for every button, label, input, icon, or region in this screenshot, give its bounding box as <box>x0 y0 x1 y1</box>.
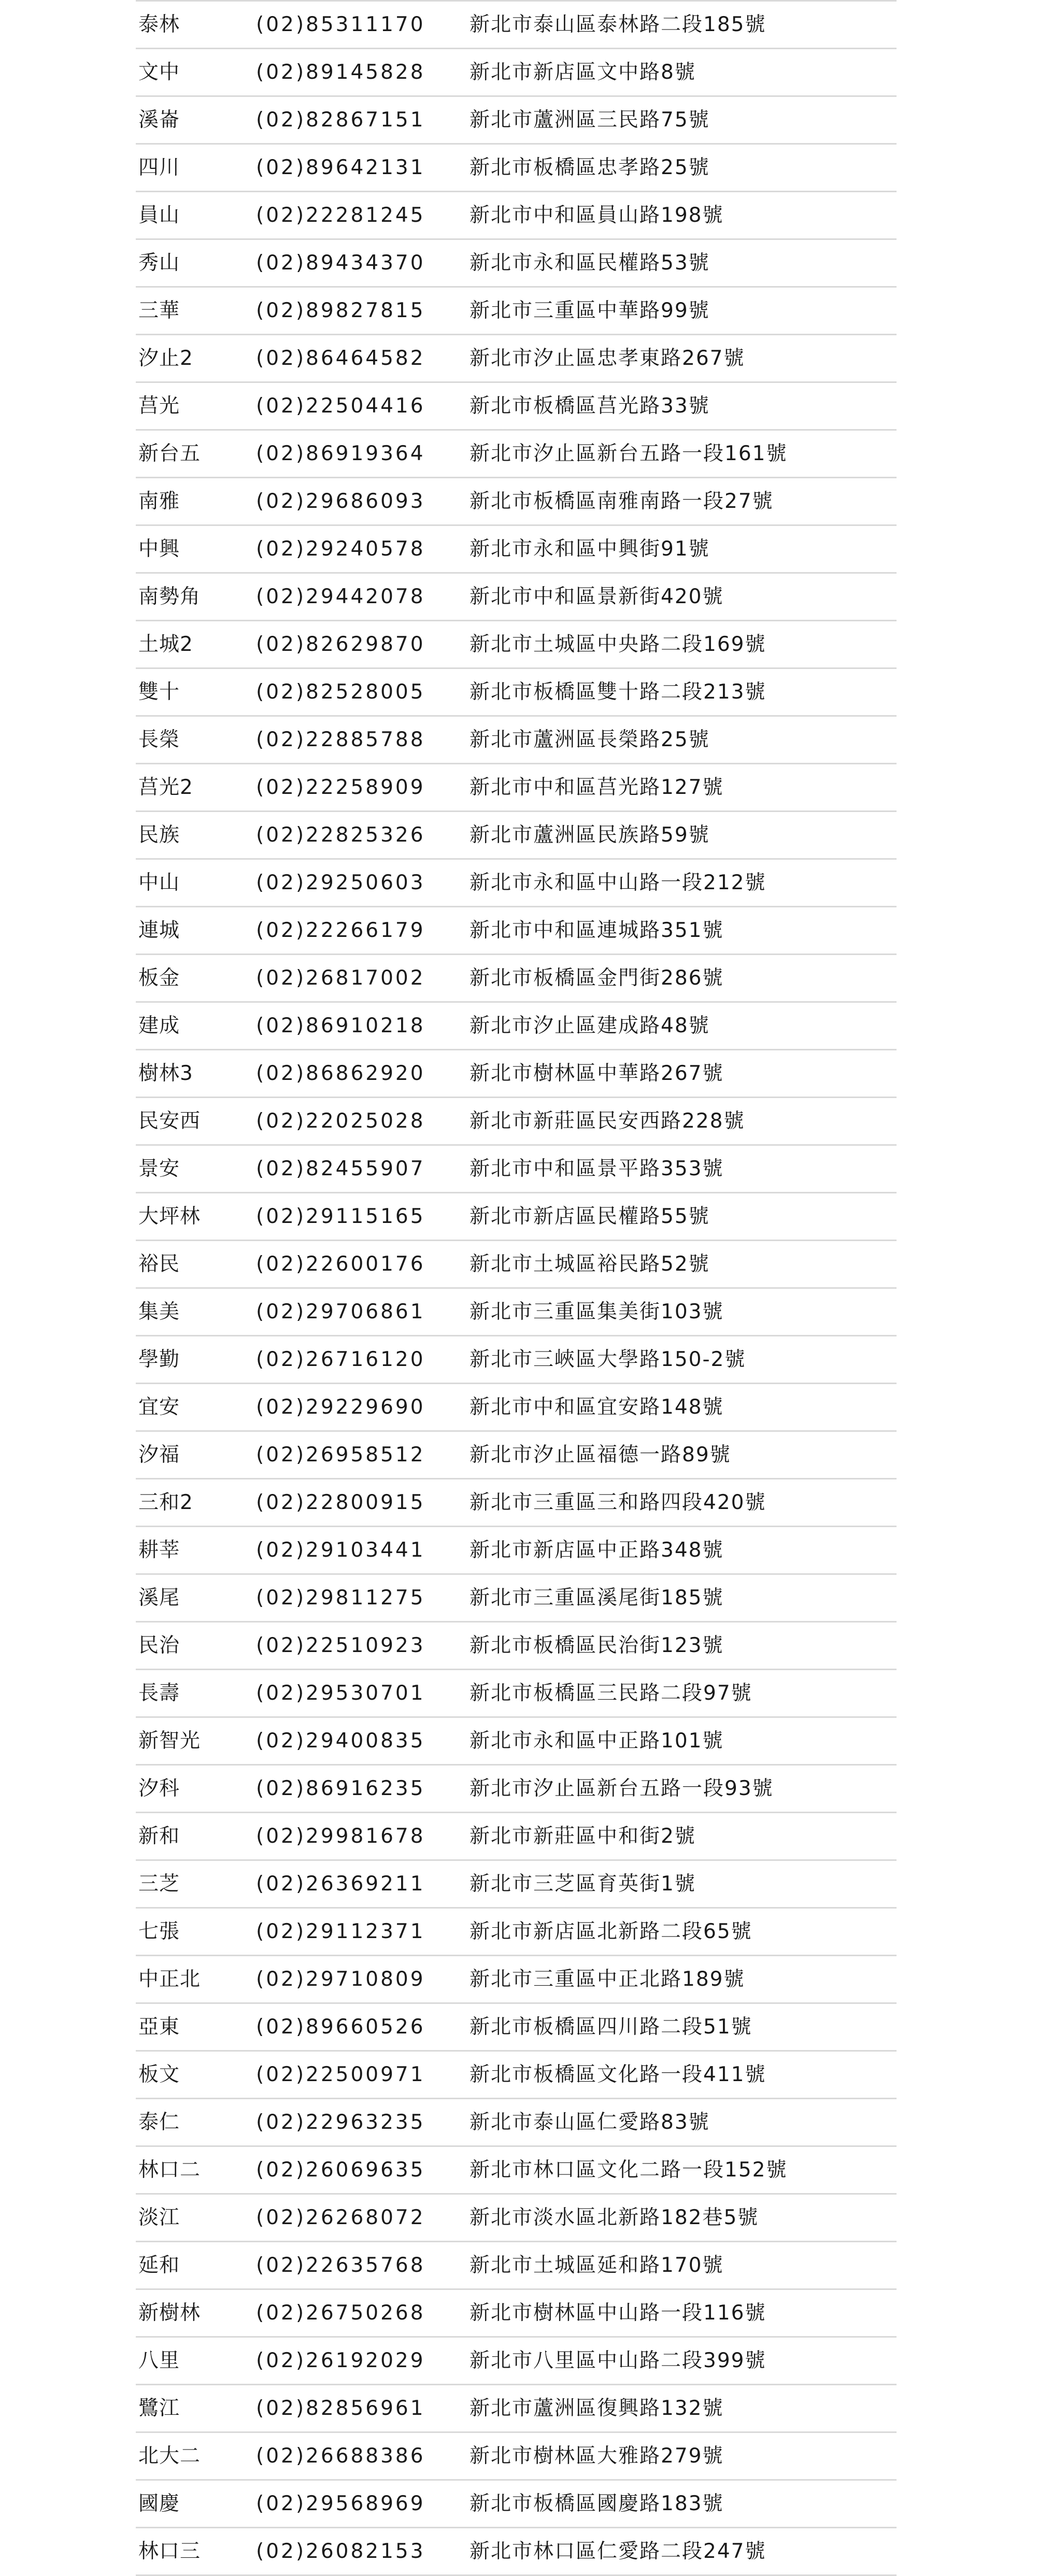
store-phone: (02)29103441 <box>256 1539 425 1562</box>
table-row <box>136 145 897 192</box>
store-name: 林口二 <box>138 2158 201 2182</box>
store-address: 新北市中和區景新街420號 <box>470 585 724 608</box>
store-rows <box>136 2 897 2576</box>
store-address: 新北市中和區連城路351號 <box>470 919 724 942</box>
store-name: 宜安 <box>138 1396 180 1419</box>
store-address: 新北市三重區溪尾街185號 <box>470 1586 724 1610</box>
store-phone: (02)22963235 <box>256 2111 425 2134</box>
store-address: 新北市三芝區育英街1號 <box>470 1872 696 1896</box>
store-phone: (02)29706861 <box>256 1300 425 1323</box>
store-phone: (02)29115165 <box>256 1205 425 1228</box>
store-phone: (02)29530701 <box>256 1682 425 1705</box>
store-phone: (02)22510923 <box>256 1634 425 1657</box>
store-name: 三和2 <box>138 1491 193 1514</box>
store-phone: (02)26069635 <box>256 2158 425 2182</box>
store-address: 新北市板橋區國慶路183號 <box>470 2492 724 2515</box>
table-row <box>136 1718 897 1766</box>
store-phone: (02)29710809 <box>256 1968 425 1991</box>
table-row <box>136 1432 897 1479</box>
store-address: 新北市永和區中山路一段212號 <box>470 871 766 894</box>
store-phone: (02)82867151 <box>256 108 425 132</box>
table-row <box>136 1527 897 1575</box>
store-phone: (02)22266179 <box>256 919 425 942</box>
store-address: 新北市板橋區四川路二段51號 <box>470 2015 752 2039</box>
store-name: 景安 <box>138 1157 180 1180</box>
store-address: 新北市汐止區新台五路一段93號 <box>470 1777 774 1800</box>
store-address: 新北市三重區中華路99號 <box>470 299 710 322</box>
store-phone: (02)86464582 <box>256 347 425 370</box>
store-name: 亞東 <box>138 2015 180 2039</box>
store-name: 鷺江 <box>138 2397 180 2420</box>
store-phone: (02)22600176 <box>256 1253 425 1276</box>
store-address: 新北市板橋區文化路一段411號 <box>470 2063 766 2086</box>
table-row <box>136 860 897 907</box>
store-phone: (02)22500971 <box>256 2063 425 2086</box>
store-name: 新和 <box>138 1825 180 1848</box>
store-address: 新北市中和區景平路353號 <box>470 1157 724 1180</box>
store-phone: (02)29686093 <box>256 490 425 513</box>
store-name: 土城2 <box>138 633 193 656</box>
table-row <box>136 240 897 288</box>
store-address: 新北市新店區文中路8號 <box>470 61 696 84</box>
store-address: 新北市中和區員山路198號 <box>470 204 724 227</box>
store-name: 莒光 <box>138 394 180 418</box>
table-row <box>136 812 897 860</box>
store-address: 新北市板橋區雙十路二段213號 <box>470 680 766 704</box>
store-address: 新北市土城區裕民路52號 <box>470 1253 710 1276</box>
store-address: 新北市板橋區莒光路33號 <box>470 394 710 418</box>
store-phone: (02)26688386 <box>256 2444 425 2468</box>
store-name: 建成 <box>138 1014 180 1037</box>
store-address: 新北市新莊區民安西路228號 <box>470 1109 745 1133</box>
table-row <box>136 2290 897 2338</box>
store-address: 新北市三重區三和路四段420號 <box>470 1491 766 1514</box>
store-name: 秀山 <box>138 251 180 275</box>
store-name: 南雅 <box>138 490 180 513</box>
table-row <box>136 2052 897 2099</box>
table-row <box>136 717 897 764</box>
store-phone: (02)85311170 <box>256 13 425 36</box>
store-name: 文中 <box>138 61 180 84</box>
store-name: 大坪林 <box>138 1205 201 1228</box>
store-address: 新北市板橋區金門街286號 <box>470 966 724 990</box>
store-phone: (02)89145828 <box>256 61 425 84</box>
store-phone: (02)26716120 <box>256 1348 425 1371</box>
table-row <box>136 1050 897 1098</box>
store-address: 新北市蘆洲區復興路132號 <box>470 2397 724 2420</box>
table-row <box>136 2338 897 2385</box>
store-name: 新樹林 <box>138 2301 201 2325</box>
table-row <box>136 1479 897 1527</box>
store-phone: (02)86919364 <box>256 442 425 465</box>
table-row <box>136 2385 897 2433</box>
store-address: 新北市汐止區新台五路一段161號 <box>470 442 788 465</box>
store-address: 新北市永和區中正路101號 <box>470 1729 724 1753</box>
store-phone: (02)29250603 <box>256 871 425 894</box>
store-name: 裕民 <box>138 1253 180 1276</box>
store-phone: (02)89827815 <box>256 299 425 322</box>
table-row <box>136 764 897 812</box>
store-phone: (02)26268072 <box>256 2206 425 2229</box>
store-phone: (02)29981678 <box>256 1825 425 1848</box>
table-row <box>136 2242 897 2290</box>
store-address: 新北市樹林區中華路267號 <box>470 1062 724 1085</box>
store-address: 新北市蘆洲區長榮路25號 <box>470 728 710 751</box>
table-row <box>136 907 897 955</box>
store-phone: (02)89660526 <box>256 2015 425 2039</box>
store-phone: (02)82455907 <box>256 1157 425 1180</box>
store-name: 板文 <box>138 2063 180 2086</box>
table-row <box>136 574 897 621</box>
table-row <box>136 1766 897 1813</box>
table-row <box>136 1861 897 1909</box>
store-name: 三華 <box>138 299 180 322</box>
store-address: 新北市蘆洲區三民路75號 <box>470 108 710 132</box>
store-name: 長壽 <box>138 1682 180 1705</box>
store-phone: (02)26369211 <box>256 1872 425 1896</box>
table-row <box>136 1575 897 1623</box>
store-name: 七張 <box>138 1920 180 1943</box>
store-address: 新北市八里區中山路二段399號 <box>470 2349 766 2372</box>
table-row <box>136 288 897 335</box>
table-row <box>136 526 897 574</box>
table-row <box>136 478 897 526</box>
table-row <box>136 1003 897 1050</box>
store-name: 民安西 <box>138 1109 201 1133</box>
table-row <box>136 97 897 145</box>
store-address: 新北市土城區中央路二段169號 <box>470 633 766 656</box>
store-phone: (02)22885788 <box>256 728 425 751</box>
store-name: 泰仁 <box>138 2111 180 2134</box>
table-row <box>136 2004 897 2052</box>
store-phone: (02)26082153 <box>256 2540 425 2563</box>
store-address: 新北市永和區民權路53號 <box>470 251 710 275</box>
store-name: 長榮 <box>138 728 180 751</box>
store-phone: (02)22504416 <box>256 394 425 418</box>
store-phone: (02)86862920 <box>256 1062 425 1085</box>
store-name: 板金 <box>138 966 180 990</box>
store-name: 員山 <box>138 204 180 227</box>
table-row <box>136 1146 897 1193</box>
table-row <box>136 1384 897 1432</box>
store-phone: (02)29240578 <box>256 537 425 561</box>
table-row <box>136 335 897 383</box>
store-address: 新北市樹林區中山路一段116號 <box>470 2301 766 2325</box>
store-phone: (02)29811275 <box>256 1586 425 1610</box>
table-row <box>136 1098 897 1146</box>
store-phone: (02)22635768 <box>256 2254 425 2277</box>
store-address: 新北市板橋區忠孝路25號 <box>470 156 710 179</box>
store-address: 新北市汐止區福德一路89號 <box>470 1443 731 1467</box>
store-name: 中正北 <box>138 1968 201 1991</box>
table-row <box>136 1241 897 1289</box>
store-table <box>136 0 897 2576</box>
store-address: 新北市泰山區仁愛路83號 <box>470 2111 710 2134</box>
table-row <box>136 669 897 717</box>
store-name: 汐福 <box>138 1443 180 1467</box>
table-row <box>136 2099 897 2147</box>
store-name: 溪崙 <box>138 108 180 132</box>
store-name: 耕莘 <box>138 1539 180 1562</box>
table-row <box>136 2433 897 2481</box>
store-name: 淡江 <box>138 2206 180 2229</box>
store-name: 新台五 <box>138 442 201 465</box>
store-phone: (02)22825326 <box>256 823 425 847</box>
store-phone: (02)26817002 <box>256 966 425 990</box>
store-name: 雙十 <box>138 680 180 704</box>
store-address: 新北市三重區集美街103號 <box>470 1300 724 1323</box>
store-name: 溪尾 <box>138 1586 180 1610</box>
store-phone: (02)22025028 <box>256 1109 425 1133</box>
table-row <box>136 1193 897 1241</box>
table-row <box>136 383 897 431</box>
store-name: 四川 <box>138 156 180 179</box>
store-address: 新北市泰山區泰林路二段185號 <box>470 13 766 36</box>
store-phone: (02)82528005 <box>256 680 425 704</box>
table-row <box>136 955 897 1003</box>
store-address: 新北市三重區中正北路189號 <box>470 1968 745 1991</box>
store-address: 新北市中和區莒光路127號 <box>470 776 724 799</box>
store-phone: (02)22258909 <box>256 776 425 799</box>
store-phone: (02)26750268 <box>256 2301 425 2325</box>
store-address: 新北市板橋區民治街123號 <box>470 1634 724 1657</box>
store-name: 中興 <box>138 537 180 561</box>
store-phone: (02)29400835 <box>256 1729 425 1753</box>
store-name: 南勢角 <box>138 585 201 608</box>
store-address: 新北市林口區仁愛路二段247號 <box>470 2540 766 2563</box>
store-name: 北大二 <box>138 2444 201 2468</box>
store-name: 民族 <box>138 823 180 847</box>
store-address: 新北市新店區中正路348號 <box>470 1539 724 1562</box>
store-name: 集美 <box>138 1300 180 1323</box>
store-address: 新北市永和區中興街91號 <box>470 537 710 561</box>
store-address: 新北市汐止區忠孝東路267號 <box>470 347 745 370</box>
table-row <box>136 2528 897 2576</box>
store-name: 中山 <box>138 871 180 894</box>
store-address: 新北市蘆洲區民族路59號 <box>470 823 710 847</box>
store-address: 新北市新莊區中和街2號 <box>470 1825 696 1848</box>
table-row <box>136 1956 897 2004</box>
store-phone: (02)86916235 <box>256 1777 425 1800</box>
table-row <box>136 1336 897 1384</box>
table-row <box>136 2481 897 2528</box>
table-row <box>136 1813 897 1861</box>
store-address: 新北市土城區延和路170號 <box>470 2254 724 2277</box>
store-phone: (02)22281245 <box>256 204 425 227</box>
store-name: 莒光2 <box>138 776 193 799</box>
store-name: 學勤 <box>138 1348 180 1371</box>
store-phone: (02)89642131 <box>256 156 425 179</box>
store-name: 連城 <box>138 919 180 942</box>
store-phone: (02)82629870 <box>256 633 425 656</box>
store-phone: (02)26958512 <box>256 1443 425 1467</box>
store-phone: (02)29112371 <box>256 1920 425 1943</box>
store-name: 汐止2 <box>138 347 193 370</box>
table-row <box>136 621 897 669</box>
store-address: 新北市板橋區南雅南路一段27號 <box>470 490 774 513</box>
store-name: 林口三 <box>138 2540 201 2563</box>
store-name: 泰林 <box>138 13 180 36</box>
table-row <box>136 1670 897 1718</box>
store-phone: (02)26192029 <box>256 2349 425 2372</box>
store-name: 延和 <box>138 2254 180 2277</box>
store-address: 新北市新店區北新路二段65號 <box>470 1920 752 1943</box>
table-row <box>136 431 897 478</box>
store-phone: (02)22800915 <box>256 1491 425 1514</box>
store-phone: (02)86910218 <box>256 1014 425 1037</box>
store-name: 國慶 <box>138 2492 180 2515</box>
store-phone: (02)82856961 <box>256 2397 425 2420</box>
table-row <box>136 2195 897 2242</box>
store-address: 新北市中和區宜安路148號 <box>470 1396 724 1419</box>
store-name: 三芝 <box>138 1872 180 1896</box>
store-name: 汐科 <box>138 1777 180 1800</box>
store-phone: (02)29229690 <box>256 1396 425 1419</box>
store-address: 新北市淡水區北新路182巷5號 <box>470 2206 759 2229</box>
store-phone: (02)89434370 <box>256 251 425 275</box>
store-phone: (02)29568969 <box>256 2492 425 2515</box>
store-address: 新北市三峽區大學路150-2號 <box>470 1348 746 1371</box>
table-row <box>136 49 897 97</box>
store-name: 八里 <box>138 2349 180 2372</box>
store-name: 新智光 <box>138 1729 201 1753</box>
table-row <box>136 2 897 49</box>
store-name: 民治 <box>138 1634 180 1657</box>
table-row <box>136 192 897 240</box>
store-name: 樹林3 <box>138 1062 193 1085</box>
table-row <box>136 2147 897 2195</box>
table-row <box>136 1909 897 1956</box>
store-address: 新北市板橋區三民路二段97號 <box>470 1682 752 1705</box>
store-address: 新北市林口區文化二路一段152號 <box>470 2158 788 2182</box>
table-row <box>136 1623 897 1670</box>
store-address: 新北市新店區民權路55號 <box>470 1205 710 1228</box>
store-address: 新北市汐止區建成路48號 <box>470 1014 710 1037</box>
store-phone: (02)29442078 <box>256 585 425 608</box>
table-row <box>136 1289 897 1336</box>
store-address: 新北市樹林區大雅路279號 <box>470 2444 724 2468</box>
